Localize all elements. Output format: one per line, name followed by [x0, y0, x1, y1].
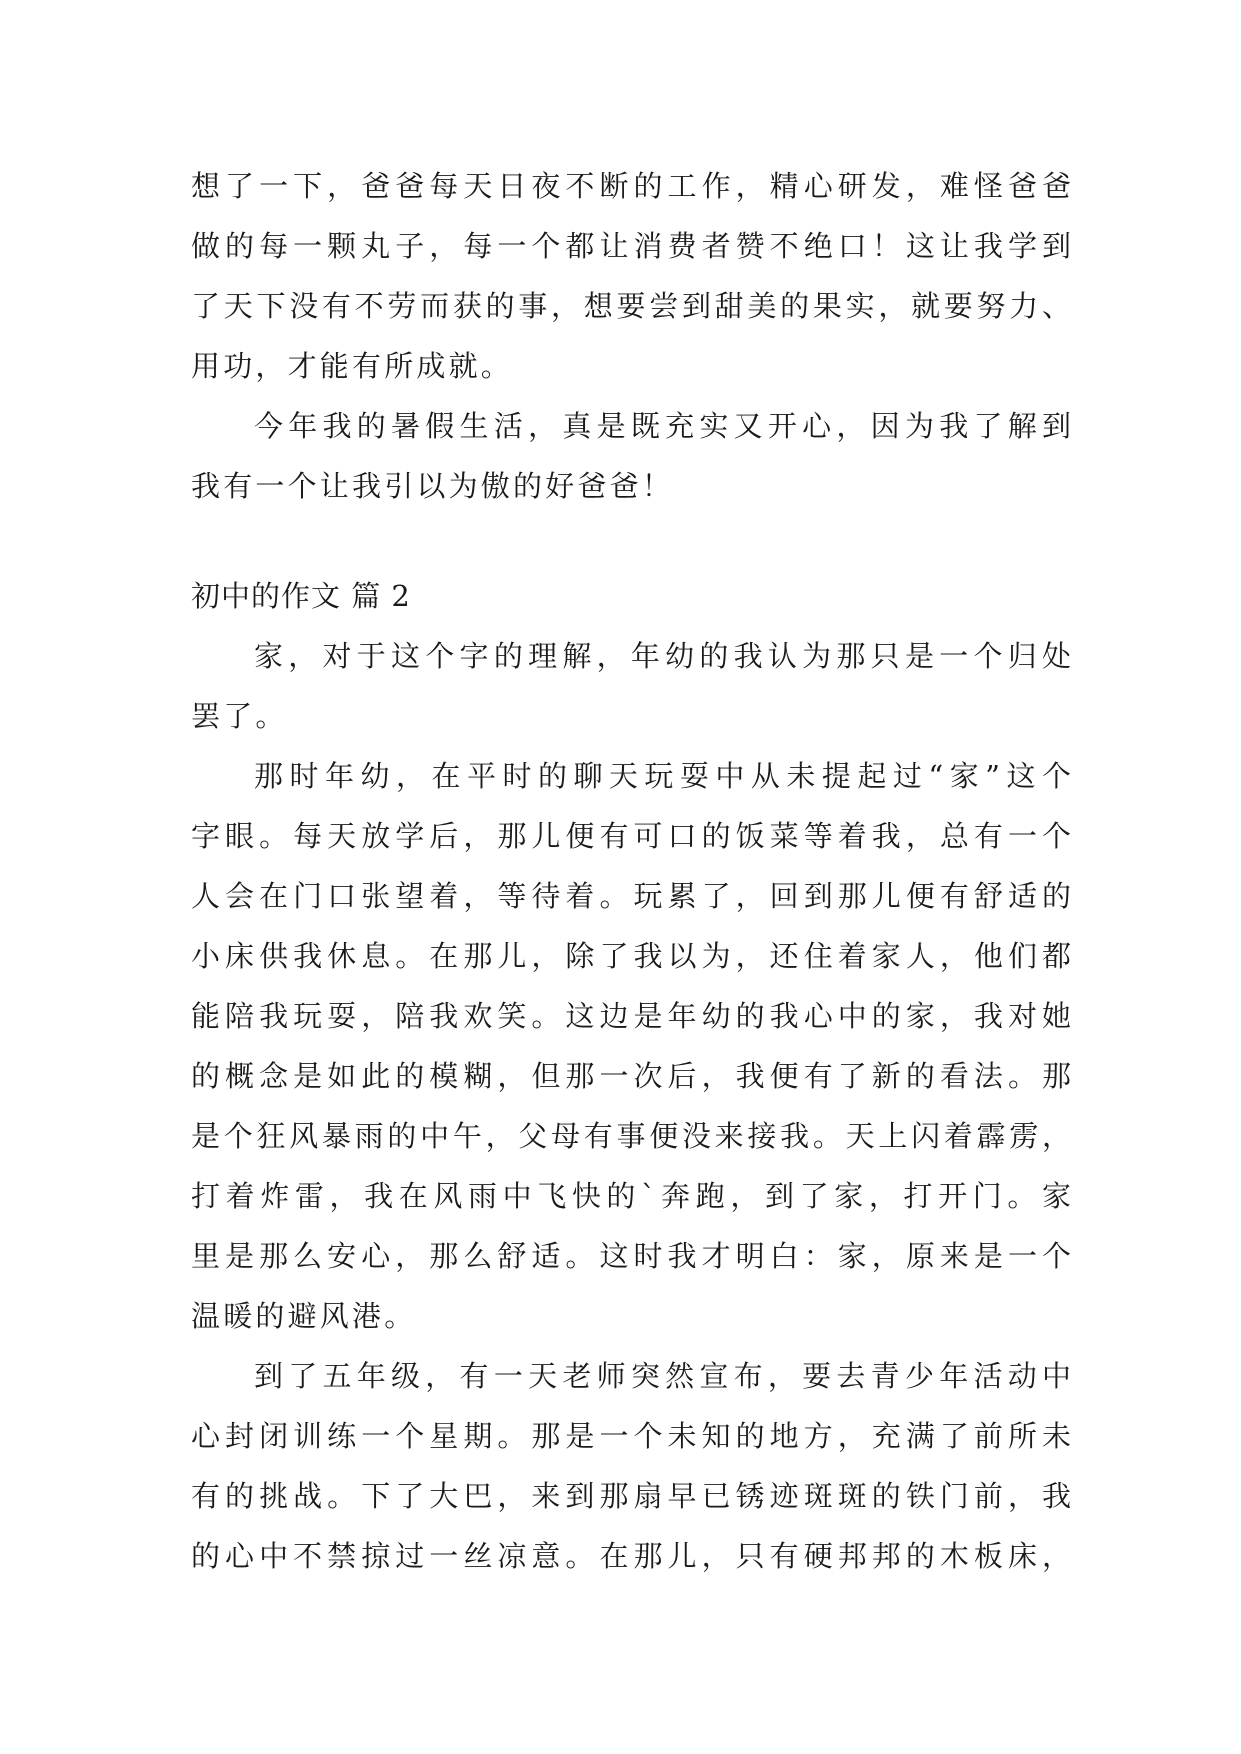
paragraph-line: 想了一下，爸爸每天日夜不断的工作，精心研发，难怪爸爸: [191, 169, 1071, 203]
paragraph-line: 字眼。每天放学后，那儿便有可口的饭菜等着我，总有一个: [191, 819, 1071, 853]
paragraph-line: 了天下没有不劳而获的事，想要尝到甜美的果实，就要努力、: [191, 289, 1071, 323]
paragraph-line: 能陪我玩耍，陪我欢笑。这边是年幼的我心中的家，我对她: [191, 999, 1071, 1033]
paragraph-line: 我有一个让我引以为傲的好爸爸！: [191, 469, 675, 503]
paragraph-line: 那时年幼，在平时的聊天玩耍中从未提起过“家”这个: [254, 759, 1071, 793]
paragraph-line: 的概念是如此的模糊，但那一次后，我便有了新的看法。那: [191, 1059, 1071, 1093]
paragraph-line: 罢了。: [191, 699, 288, 733]
paragraph-line: 做的每一颗丸子，每一个都让消费者赞不绝口！这让我学到: [191, 229, 1071, 263]
paragraph-line: 有的挑战。下了大巴，来到那扇早已锈迹斑斑的铁门前，我: [191, 1479, 1071, 1513]
paragraph-line: 心封闭训练一个星期。那是一个未知的地方，充满了前所未: [191, 1419, 1071, 1453]
paragraph-line: 小床供我休息。在那儿，除了我以为，还住着家人，他们都: [191, 939, 1071, 973]
paragraph-line: 今年我的暑假生活，真是既充实又开心，因为我了解到: [254, 409, 1071, 443]
paragraph-line: 用功，才能有所成就。: [191, 349, 514, 383]
paragraph-line: 温暖的避风港。: [191, 1299, 417, 1333]
paragraph-line: 人会在门口张望着，等待着。玩累了，回到那儿便有舒适的: [191, 879, 1071, 913]
paragraph-line: 里是那么安心，那么舒适。这时我才明白：家，原来是一个: [191, 1239, 1071, 1273]
paragraph-line: 打着炸雷，我在风雨中飞快的`奔跑，到了家，打开门。家: [191, 1179, 1071, 1213]
paragraph-line: 家，对于这个字的理解，年幼的我认为那只是一个归处: [254, 639, 1071, 673]
paragraph-line: 是个狂风暴雨的中午，父母有事便没来接我。天上闪着霹雳，: [191, 1119, 1071, 1153]
section-heading: 初中的作文 篇 2: [191, 579, 411, 613]
paragraph-line: 的心中不禁掠过一丝凉意。在那儿，只有硬邦邦的木板床，: [191, 1539, 1071, 1573]
paragraph-line: 到了五年级，有一天老师突然宣布，要去青少年活动中: [254, 1359, 1071, 1393]
